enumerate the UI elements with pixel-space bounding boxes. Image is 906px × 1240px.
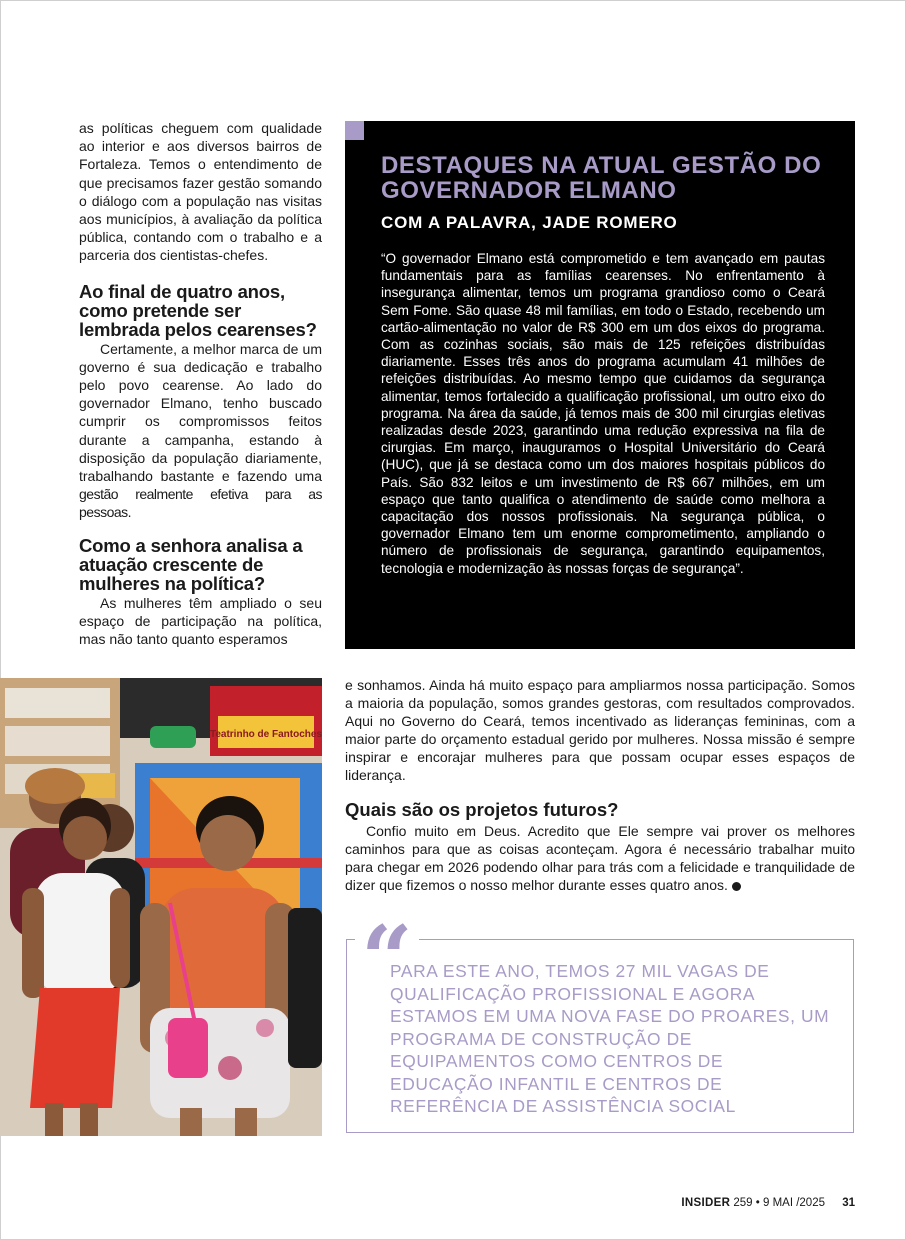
pull-quote-text: PARA ESTE ANO, TEMOS 27 MIL VAGAS DE QUALIFICAÇÃO PROFISSIONAL E AGORA ESTAMOS EM UMA NOVA FASE DO PROARES, UM PROGRAMA DE CONSTRUÇÃO DE EQUIPAMENTOS COMO CENTROS DE EDUCAÇÃO INFANTIL E CENTROS DE REFERÊNCIA DE ASSISTÊNCIA SOCIAL [390, 961, 830, 1116]
question-heading-women: Como a senhora analisa a atuação crescente de mulheres na política? [79, 534, 303, 594]
page-footer [681, 1197, 855, 1209]
box-title: DESTAQUES NA ATUAL GESTÃO DO GOVERNADOR ELMANO [381, 152, 822, 204]
answer-women-continued: e sonhamos. Ainda há muito espaço para ampliarmos nossa participação. Somos a maioria da população, somos grandes gestoras, com resultados comprovados. Aqui no Governo do Ceará, temos incentivado as lideranças femininas, com a maior parte do orçamento estadual gerido por mulheres. Nossa missão é sempre inspirar e encorajar mulheres para que possam ocupar esses espaços de liderança. [345, 677, 855, 783]
magazine-name: INSIDER [681, 1197, 731, 1209]
box-quote-text: “O governador Elmano está comprometido e tem avançado em pautas fundamentais para as famílias cearenses. No enfrentamento à insegurança alimentar, temos um programa grandioso como o Ceará Sem Fome. São quase 48 mil famílias, em todo o Estado, recebendo um cartão-alimentação no valor de R$ 300 em um dos eixos do programa. Com as cozinhas sociais, são mais de 125 refeições distribuídas diariamente. Esses três anos do programa acumulam 41 milhões de refeições distribuídas. Ao mesmo tempo que cuidamos da segurança alimentar, temos fortalecido a qualificação profissional, um outro eixo do programa. Na área da saúde, já temos mais de 300 mil cirurgias eletivas realizadas desde 2023, garantindo uma redução expressiva na fila de cirurgias. Em março, inauguramos o Hospital Universitário do Ceará (HUC), que já se destaca como um dos maiores hospitais públicos do País. São 832 leitos e um investimento de R$ 667 milhões, em um espaço que tanto qualifica o atendimento de saúde como melhora a capacitação dos nossos profissionais. Na segurança pública, o governador Elmano tem um enorme comprometimento, ampliando o número de profissionais de segurança, garantindo equipamentos, tecnologia e modernização às nossas forças de segurança”. [381, 251, 825, 576]
question-heading-future: Quais são os projetos futuros? [345, 799, 619, 820]
answer-legacy-main: Certamente, a melhor marca de um governo é sua dedicação e trabalho pelo povo cearense. Ao lado do governador Elmano, tenho buscado cumprir os compromissos feitos durante a campanha, estando à disposição da população diariamente, trabalhando bastante e fazendo uma [79, 340, 322, 485]
issue-info: 259 • 9 MAI /2025 [733, 1197, 825, 1209]
page-number: 31 [842, 1197, 855, 1209]
highlights-box [345, 121, 855, 649]
photo-women-group [0, 678, 322, 1136]
pull-quote [346, 906, 854, 1133]
box-accent-square [345, 121, 364, 140]
left-column [79, 119, 322, 648]
quote-mark-icon: “ [355, 904, 419, 1014]
question-heading-legacy: Ao final de quatro anos, como pretende ser lembrada pelos cearenses? [79, 280, 317, 340]
answer-future-text: Confio muito em Deus. Acredito que Ele sempre vai prover os melhores caminhos para que as coisas aconteçam. Agora é necessário trabalhar muito para chegar em 2026 podendo olhar para trás com a felicidade e tranquilidade de dizer que fizemos o nosso melhor durante esses quatro anos. [345, 823, 855, 893]
answer-legacy [79, 340, 322, 522]
box-subtitle: COM A PALAVRA, JADE ROMERO [381, 213, 678, 232]
answer-future [345, 822, 855, 894]
answer-legacy-end: gestão realmente efetiva para as pessoas. [79, 486, 322, 521]
right-column [345, 676, 855, 894]
article-end-icon [732, 882, 741, 891]
photo-sign-text: Teatrinho de Fantoches [209, 729, 322, 740]
photo-illustration [0, 678, 322, 1136]
intro-paragraph: as políticas cheguem com qualidade ao interior e aos diversos bairros de Fortaleza. Temos o entendimento de que precisamos fazer gestão somando o diálogo com a população nas visitas aos municípios, à avaliação da política pública, contando com o trabalho e a parceria dos cientistas-chefes. [79, 120, 322, 264]
answer-women-start: As mulheres têm ampliado o seu espaço de participação na política, mas não tanto quanto esperamos [79, 594, 322, 648]
